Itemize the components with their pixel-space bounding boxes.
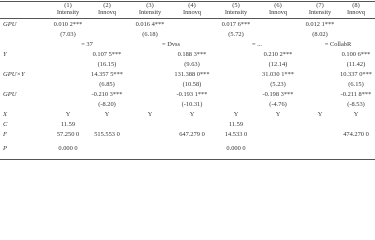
col-number: (6) xyxy=(274,2,282,9)
table-cell: (16.15) xyxy=(97,61,117,68)
row-label: GPU×Y xyxy=(3,71,25,78)
table-cell: (6.85) xyxy=(99,81,115,88)
table-cell: -0.210 3*** xyxy=(91,91,123,98)
table-cell: (11.42) xyxy=(346,61,366,68)
row-label: X xyxy=(3,111,8,118)
col-number: (8) xyxy=(352,2,360,9)
table-cell: 0.016 4*** xyxy=(135,21,165,28)
table-cell: 0.107 5*** xyxy=(92,51,122,58)
table-cell: (9.63) xyxy=(184,61,200,68)
col-variable: Innovq xyxy=(346,9,366,16)
table-cell: Y xyxy=(104,111,110,118)
table-cell: (5.23) xyxy=(270,81,286,88)
table-cell: Y xyxy=(65,111,71,118)
col-variable: Innovq xyxy=(97,9,117,16)
bottom-rule xyxy=(0,159,375,160)
table-cell: (-8.20) xyxy=(98,101,116,108)
col-number: (4) xyxy=(188,2,196,9)
table-cell: (12.14) xyxy=(268,61,288,68)
col-number: (3) xyxy=(146,2,154,9)
table-cell: 11.59 xyxy=(60,121,76,128)
table-cell: (5.72) xyxy=(228,31,244,38)
table-cell: (8.02) xyxy=(312,31,328,38)
table-cell: -0.193 1*** xyxy=(176,91,208,98)
table-cell: 57.250 0 xyxy=(56,131,80,138)
table-cell: (7.03) xyxy=(60,31,76,38)
group-label: = CollabR xyxy=(324,41,352,48)
col-variable: Intensity xyxy=(56,9,80,16)
table-cell: Y xyxy=(317,111,323,118)
group-label: = 37 xyxy=(81,41,93,48)
table-cell: Y xyxy=(275,111,281,118)
table-cell: 474.270 0 xyxy=(343,131,369,138)
group-label: = Dvss xyxy=(162,41,180,48)
row-label: P xyxy=(3,145,8,152)
table-cell: 0.188 3*** xyxy=(177,51,207,58)
table-cell: 0.012 1*** xyxy=(305,21,335,28)
table-cell: Y xyxy=(147,111,153,118)
col-number: (2) xyxy=(103,2,111,9)
table-cell: 0.210 2*** xyxy=(263,51,293,58)
table-cell: (10.58) xyxy=(182,81,202,88)
col-number: (5) xyxy=(232,2,240,9)
col-number: (1) xyxy=(64,2,72,9)
col-variable: Intensity xyxy=(224,9,248,16)
table-cell: 0.000 0 xyxy=(226,145,246,152)
row-label: GPU xyxy=(3,91,17,98)
row-label: F xyxy=(3,131,8,138)
table-cell: 0.100 6*** xyxy=(341,51,371,58)
table-cell: (6.15) xyxy=(348,81,364,88)
group-label: = ... xyxy=(252,41,262,48)
table-cell: Y xyxy=(233,111,239,118)
row-label: C xyxy=(3,121,8,128)
table-cell: 14.357 5*** xyxy=(91,71,123,78)
table-cell: Y xyxy=(353,111,359,118)
table-cell: -0.211 8*** xyxy=(340,91,372,98)
table-cell: 515.553 0 xyxy=(94,131,120,138)
table-cell: 10.337 0*** xyxy=(340,71,372,78)
col-variable: Innovq xyxy=(268,9,288,16)
table-cell: 0.010 2*** xyxy=(53,21,83,28)
table-cell: -0.198 3*** xyxy=(262,91,294,98)
table-cell: 11.59 xyxy=(228,121,244,128)
table-cell: 131.388 0*** xyxy=(174,71,210,78)
table-cell: (-8.53) xyxy=(347,101,365,108)
table-cell: 0.000 0 xyxy=(58,145,78,152)
col-variable: Innovq xyxy=(182,9,202,16)
table-cell: (-10.31) xyxy=(181,101,203,108)
table-cell: Y xyxy=(189,111,195,118)
table-cell: 31.030 1*** xyxy=(262,71,294,78)
table-cell: 647.279 0 xyxy=(179,131,205,138)
table-cell: (-4.76) xyxy=(269,101,287,108)
table-cell: 0.017 6*** xyxy=(221,21,251,28)
header-rule xyxy=(0,18,375,19)
row-label: Y xyxy=(3,51,7,58)
table-cell: 14.533 0 xyxy=(224,131,248,138)
row-label: GPU xyxy=(3,21,17,28)
col-variable: Intensity xyxy=(308,9,332,16)
col-variable: Intensity xyxy=(138,9,162,16)
col-number: (7) xyxy=(316,2,324,9)
table-cell: (6.18) xyxy=(142,31,158,38)
